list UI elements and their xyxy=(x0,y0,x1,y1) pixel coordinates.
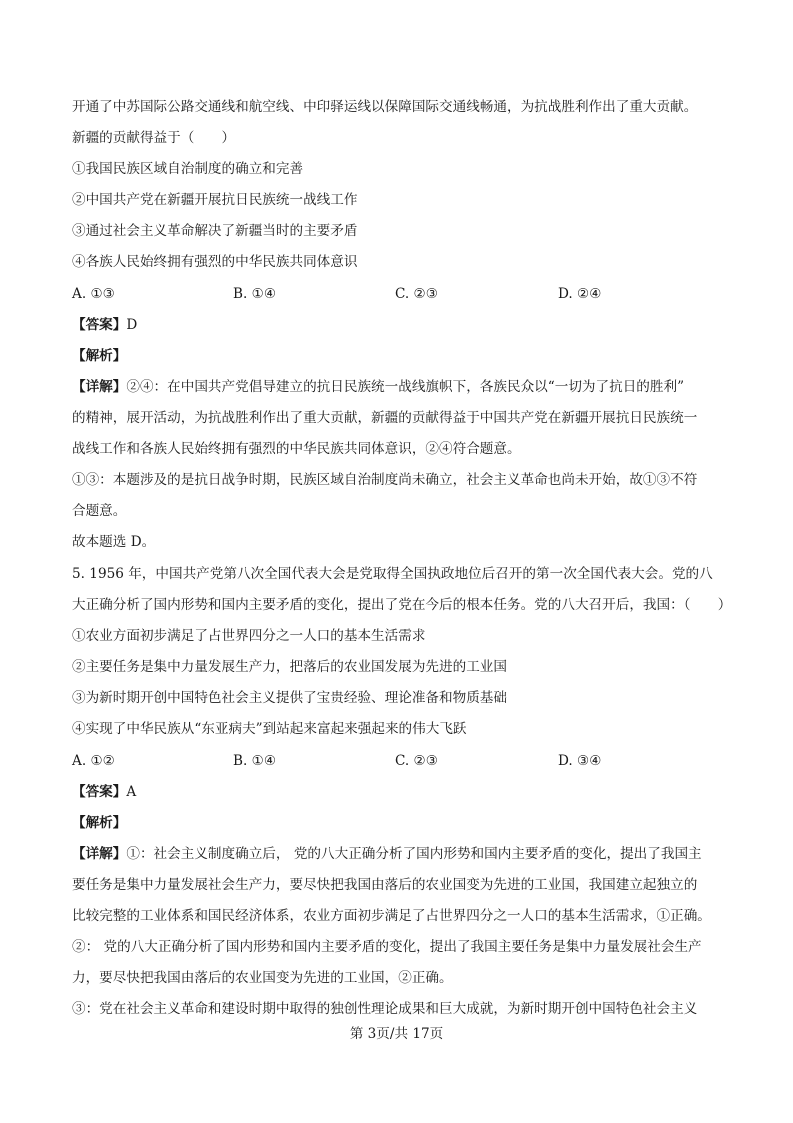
q5-option-b: B. ①④ xyxy=(233,753,277,769)
q5-options xyxy=(72,751,732,771)
detail-text: ①：社会主义制度确立后， 党的八大正确分析了国内形势和国内主要矛盾的变化，提出了我国主 xyxy=(126,846,702,862)
analysis-label: 【解析】 xyxy=(72,815,127,831)
q4-detail-line xyxy=(72,377,732,397)
q5-option-c: C. ②③ xyxy=(395,753,438,769)
q4-intro-line: 开通了中苏国际公路交通线和航空线、中印驿运线以保障国际交通线畅通，为抗战胜利作出了重大贡献。 xyxy=(72,99,698,115)
q4-detail-line: 战线工作和各族人民始终拥有强烈的中华民族共同体意识，②④符合题意。 xyxy=(72,441,521,457)
q5-option-d: D. ③④ xyxy=(558,753,602,769)
q5-detail-line: 力，要尽快把我国由落后的农业国变为先进的工业国，②正确。 xyxy=(72,970,453,986)
q5-answer xyxy=(72,782,732,802)
q4-option-c: C. ②③ xyxy=(395,286,438,302)
q4-option-a: A. ①③ xyxy=(72,286,115,302)
q4-detail-line: 合题意。 xyxy=(72,503,127,519)
q4-item-1: ①我国民族区域自治制度的确立和完善 xyxy=(72,161,304,177)
q5-item-1: ①农业方面初步满足了占世界四分之一人口的基本生活需求 xyxy=(72,628,426,644)
q5-item-3: ③为新时期开创中国特色社会主义提供了宝贵经验、理论准备和物质基础 xyxy=(72,690,507,706)
answer-value: A xyxy=(126,784,137,800)
q5-detail-line: 比较完整的工业体系和国民经济体系，农业方面初步满足了占世界四分之一人口的基本生活需求，①正确。 xyxy=(72,908,711,924)
analysis-label: 【解析】 xyxy=(72,348,127,364)
q5-detail-line: ③：党在社会主义革命和建设时期中取得的独创性理论成果和巨大成就，为新时期开创中国特色社会主义 xyxy=(72,1001,698,1017)
q5-analysis-heading xyxy=(72,813,732,833)
q4-detail-line: 的精神，展开活动，为抗战胜利作出了重大贡献，新疆的贡献得益于中国共产党在新疆开展抗日民族统一 xyxy=(72,410,698,426)
q4-item-3: ③通过社会主义革命解决了新疆当时的主要矛盾 xyxy=(72,223,358,239)
q4-options xyxy=(72,284,732,304)
q4-conclusion: 故本题选 D。 xyxy=(72,534,156,550)
page-footer: 第 3页/共 17页 xyxy=(349,1026,444,1042)
q4-stem: 新疆的贡献得益于（ ） xyxy=(72,130,236,146)
q4-answer xyxy=(72,315,732,335)
answer-value: D xyxy=(126,317,138,333)
q5-detail-line: ②： 党的八大正确分析了国内形势和国内主要矛盾的变化，提出了我国主要任务是集中力量发展社会生产 xyxy=(72,939,702,955)
detail-label: 【详解】 xyxy=(72,846,127,862)
q5-item-2: ②主要任务是集中力量发展生产力，把落后的农业国发展为先进的工业国 xyxy=(72,659,507,675)
q5-option-a: A. ①② xyxy=(72,753,115,769)
q5-stem-line: 大正确分析了国内形势和国内主要矛盾的变化，提出了党在今后的根本任务。党的八大召开后，我国：（ ） xyxy=(72,597,732,613)
answer-label: 【答案】 xyxy=(72,784,127,800)
q4-item-4: ④各族人民始终拥有强烈的中华民族共同体意识 xyxy=(72,254,358,270)
q4-option-b: B. ①④ xyxy=(233,286,277,302)
q5-detail-line: 要任务是集中力量发展社会生产力，要尽快把我国由落后的农业国变为先进的工业国，我国建立起独立的 xyxy=(72,877,698,893)
q4-analysis-heading xyxy=(72,346,732,366)
q5-stem-line: 5. 1956 年，中国共产党第八次全国代表大会是党取得全国执政地位后召开的第一次全国代表大会。党的八 xyxy=(72,566,713,582)
detail-label: 【详解】 xyxy=(72,379,127,395)
q5-detail-line xyxy=(72,844,732,864)
q4-item-2: ②中国共产党在新疆开展抗日民族统一战线工作 xyxy=(72,192,358,208)
q5-item-4: ④实现了中华民族从“东亚病夫”到站起来富起来强起来的伟大飞跃 xyxy=(72,721,467,737)
detail-text: ②④：在中国共产党倡导建立的抗日民族统一战线旗帜下，各族民众以“一切为了抗日的胜利” xyxy=(126,379,685,395)
answer-label: 【答案】 xyxy=(72,317,127,333)
q4-detail-line: ①③：本题涉及的是抗日战争时期，民族区域自治制度尚未确立，社会主义革命也尚未开始，故①③不符 xyxy=(72,472,698,488)
q4-option-d: D. ②④ xyxy=(558,286,602,302)
